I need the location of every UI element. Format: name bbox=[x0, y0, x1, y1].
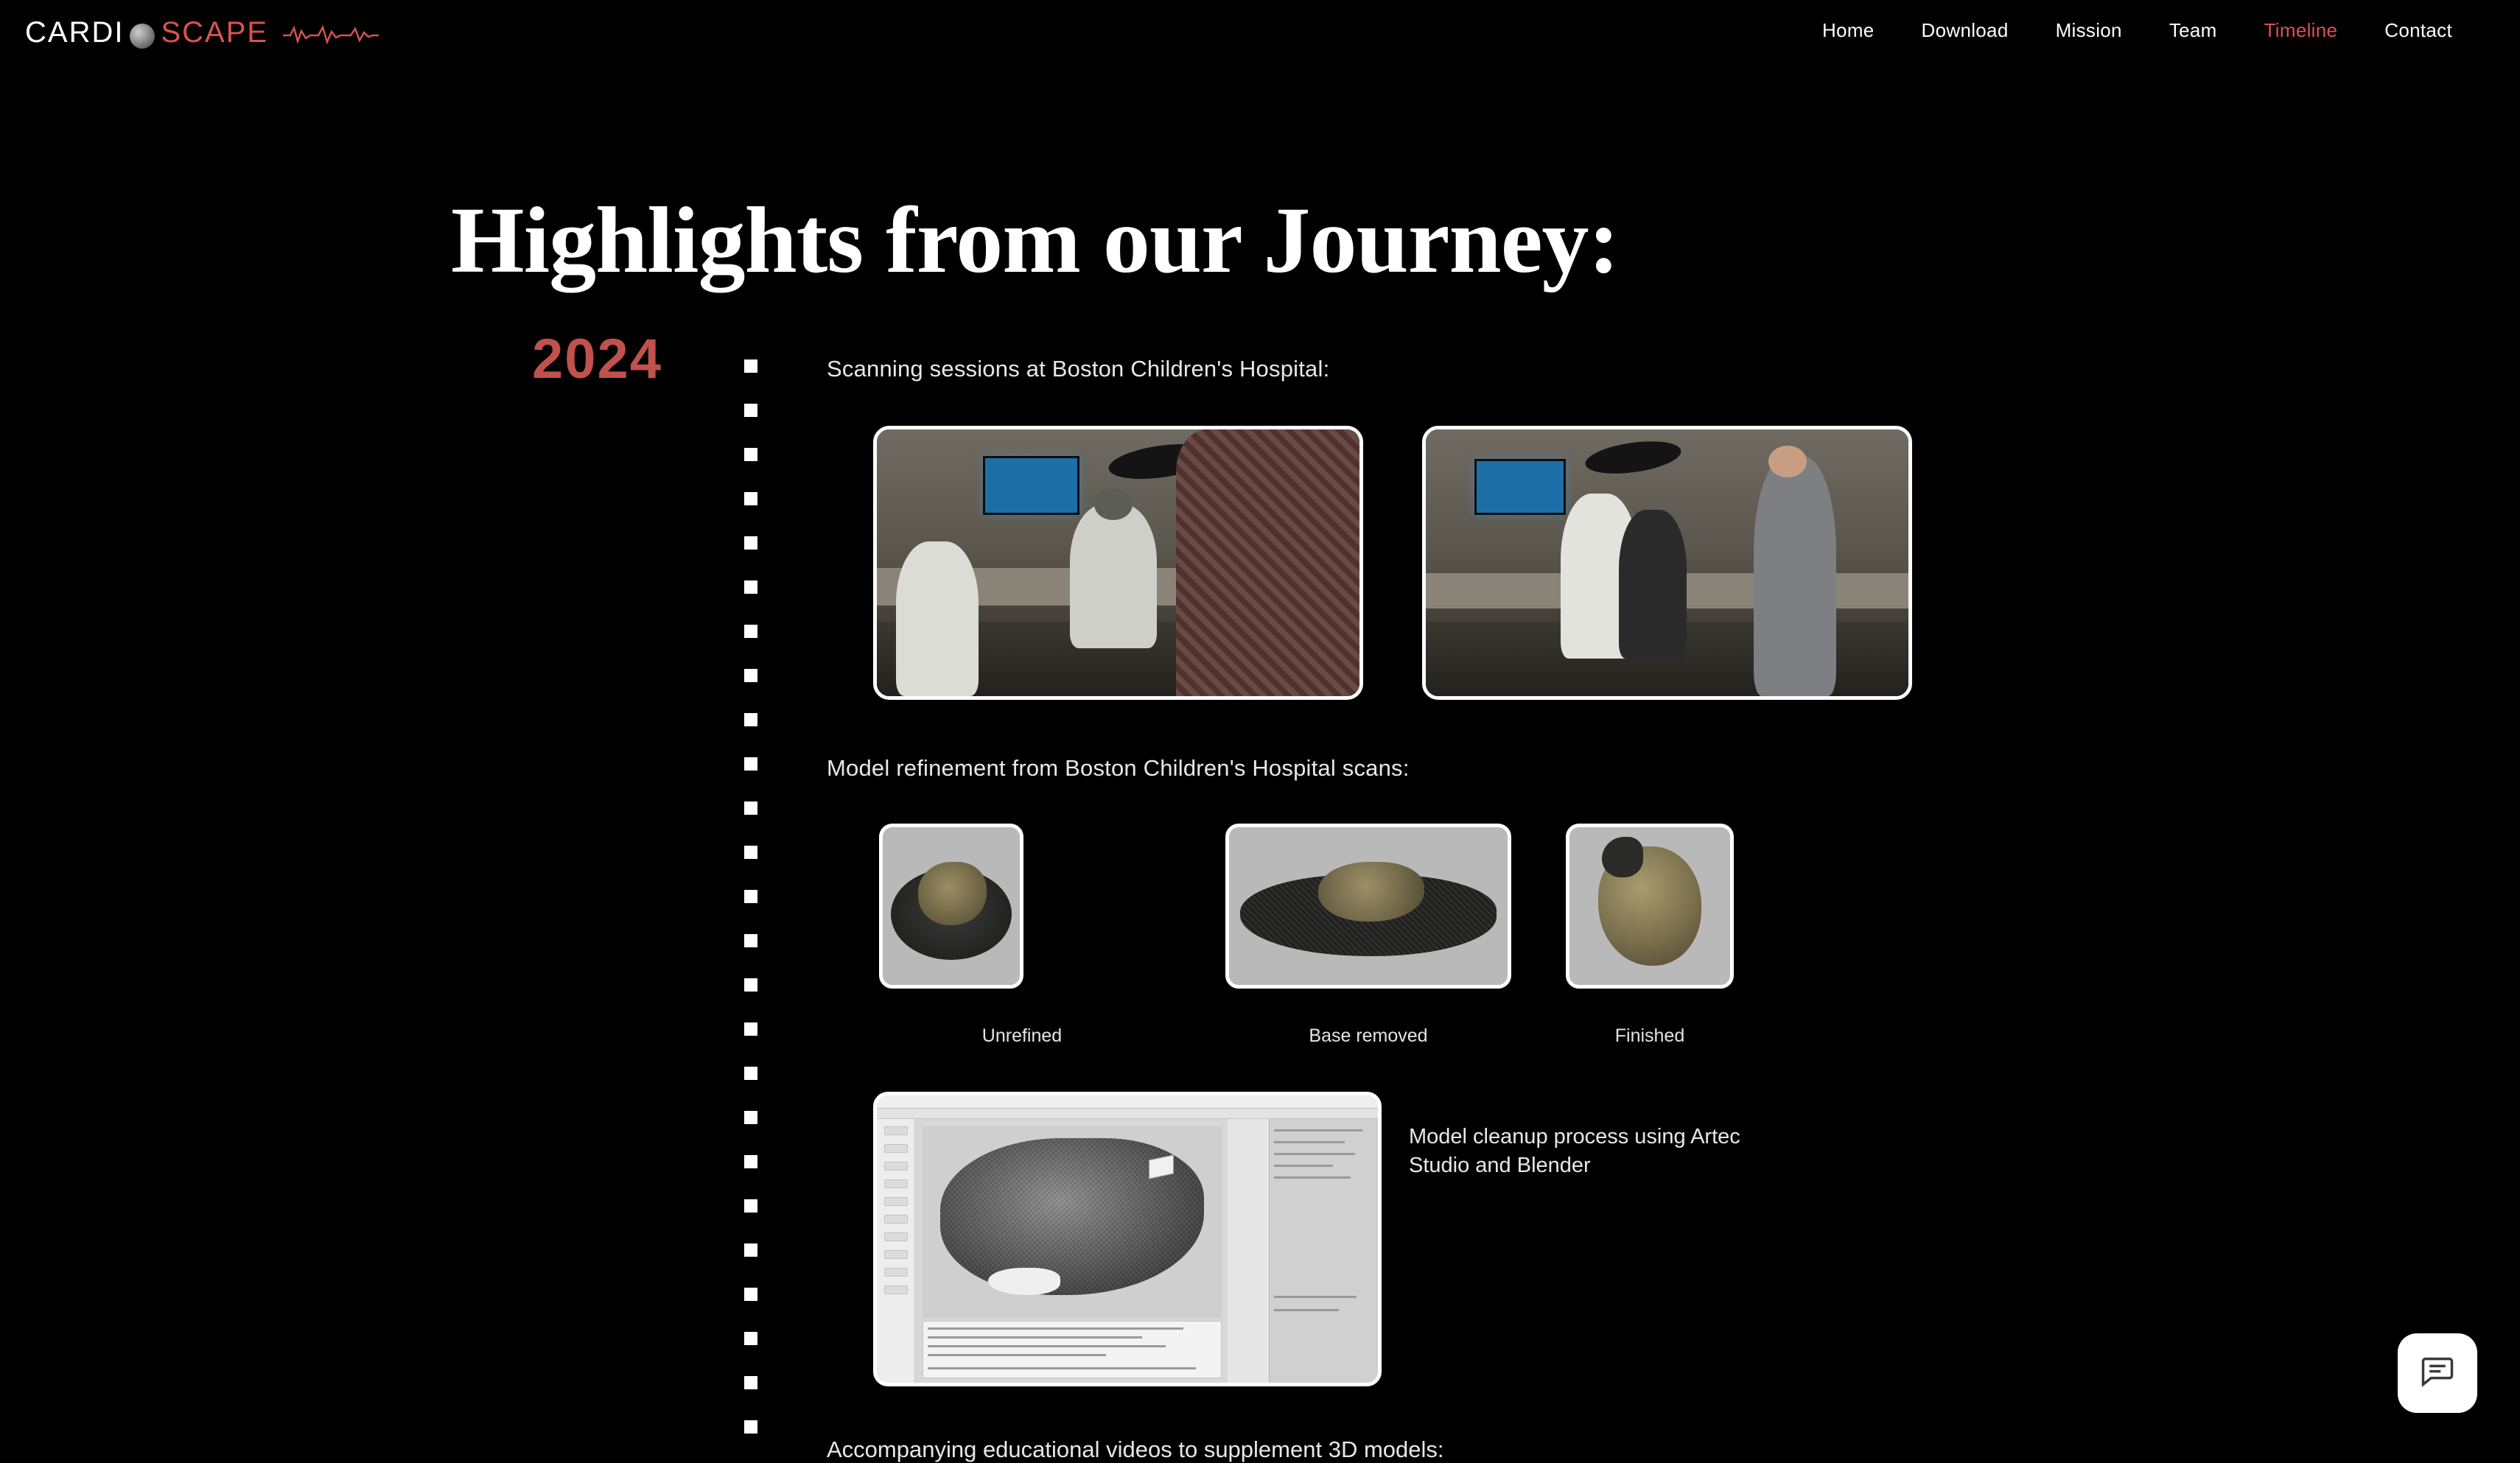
timeline-dotted-track bbox=[744, 359, 757, 1435]
person-head bbox=[1094, 488, 1133, 520]
brand-logo[interactable] bbox=[25, 16, 379, 49]
section-2-caption: Model refinement from Boston Children's Hospital scans: bbox=[827, 755, 1410, 782]
nav-item-team[interactable]: Team bbox=[2146, 19, 2241, 42]
timeline-dot bbox=[744, 1376, 757, 1389]
person-standing bbox=[1754, 456, 1835, 696]
brand-name-scape: SCAPE bbox=[161, 16, 268, 49]
mesh-hole bbox=[988, 1268, 1060, 1294]
tool-button bbox=[884, 1215, 908, 1224]
timeline-dot bbox=[744, 669, 757, 682]
hospital-scene-2 bbox=[1426, 429, 1908, 696]
section-4-caption-partial: Accompanying educational videos to supplement 3D models: bbox=[827, 1436, 1443, 1463]
timeline-dot bbox=[744, 1332, 757, 1345]
panel-row bbox=[1274, 1153, 1355, 1155]
timeline-dot bbox=[744, 934, 757, 947]
timeline-dot bbox=[744, 713, 757, 726]
timeline-dot bbox=[744, 757, 757, 771]
nav-item-download[interactable]: Download bbox=[1898, 19, 2032, 42]
panel-row bbox=[1274, 1141, 1345, 1143]
timeline-dot bbox=[744, 1288, 757, 1301]
timeline-dot bbox=[744, 448, 757, 461]
log-line bbox=[928, 1336, 1142, 1339]
timeline-dot bbox=[744, 801, 757, 815]
timeline-dot bbox=[744, 404, 757, 417]
timeline-dot bbox=[744, 890, 757, 903]
panel-row bbox=[1274, 1296, 1357, 1298]
nav-links bbox=[1799, 19, 2476, 42]
tool-button bbox=[884, 1126, 908, 1135]
model-thumb-base-removed[interactable] bbox=[1225, 824, 1511, 989]
nav-item-timeline[interactable]: Timeline bbox=[2241, 19, 2362, 42]
tool-button bbox=[884, 1232, 908, 1241]
tool-button bbox=[884, 1285, 908, 1294]
timeline-dot bbox=[744, 1243, 757, 1257]
heart-mesh bbox=[918, 862, 987, 925]
software-caption: Model cleanup process using Artec Studio and Blender bbox=[1409, 1123, 1777, 1180]
panel-row bbox=[1274, 1309, 1339, 1311]
timeline-dot bbox=[744, 1067, 757, 1080]
model-thumb-finished[interactable] bbox=[1566, 824, 1734, 989]
app-title-bar bbox=[877, 1095, 1378, 1109]
timeline-dot bbox=[744, 1111, 757, 1124]
timeline-dot bbox=[744, 978, 757, 992]
person-dark bbox=[1619, 510, 1687, 659]
nav-item-mission[interactable]: Mission bbox=[2032, 19, 2146, 42]
chat-bubble-icon bbox=[2418, 1353, 2457, 1394]
log-line bbox=[928, 1345, 1166, 1347]
tool-button bbox=[884, 1250, 908, 1259]
person-center bbox=[1070, 504, 1157, 648]
globe-icon bbox=[130, 24, 155, 49]
software-screenshot[interactable] bbox=[873, 1092, 1382, 1386]
timeline-dot bbox=[744, 492, 757, 505]
timeline-dot bbox=[744, 1199, 757, 1213]
right-inner-panel bbox=[1228, 1119, 1269, 1383]
page-title: Highlights from our Journey: bbox=[451, 189, 2146, 292]
scanning-photo-2[interactable] bbox=[1422, 426, 1912, 700]
tool-button bbox=[884, 1162, 908, 1171]
chat-bubble-button[interactable] bbox=[2398, 1333, 2477, 1413]
timeline-dot bbox=[744, 536, 757, 550]
timeline-year-label: 2024 bbox=[532, 327, 662, 391]
brand-name-cardio: CARDI bbox=[25, 16, 124, 49]
app-menu-bar bbox=[877, 1109, 1378, 1119]
timeline-dot bbox=[744, 1420, 757, 1434]
tool-button bbox=[884, 1144, 908, 1153]
timeline-dot bbox=[744, 580, 757, 594]
log-line bbox=[928, 1367, 1196, 1369]
wall-monitor bbox=[983, 456, 1079, 515]
section-1-caption: Scanning sessions at Boston Children's Hospital: bbox=[827, 356, 1329, 382]
person-right-plaid bbox=[1176, 429, 1363, 696]
panel-row bbox=[1274, 1165, 1333, 1167]
nav-item-home[interactable]: Home bbox=[1799, 19, 1898, 42]
model-label-finished: Finished bbox=[1566, 1025, 1734, 1047]
panel-row bbox=[1274, 1129, 1362, 1132]
timeline-dot bbox=[744, 359, 757, 373]
hospital-scene-1 bbox=[877, 429, 1359, 696]
ekg-line-icon bbox=[283, 24, 379, 48]
scanning-photo-1[interactable] bbox=[873, 426, 1363, 700]
wall-monitor bbox=[1474, 459, 1566, 515]
tool-button bbox=[884, 1268, 908, 1277]
properties-panel bbox=[1269, 1119, 1378, 1383]
model-thumb-unrefined[interactable] bbox=[879, 824, 1023, 989]
model-label-unrefined: Unrefined bbox=[879, 1025, 1165, 1047]
top-navigation-bar bbox=[0, 0, 2520, 74]
person-left bbox=[896, 541, 978, 696]
panel-row bbox=[1274, 1176, 1351, 1179]
tool-button bbox=[884, 1179, 908, 1188]
timeline-dot bbox=[744, 625, 757, 638]
tool-button bbox=[884, 1197, 908, 1206]
left-toolbar bbox=[877, 1119, 915, 1383]
nav-item-contact[interactable]: Contact bbox=[2361, 19, 2476, 42]
timeline-dot bbox=[744, 1155, 757, 1168]
timeline-dot bbox=[744, 1022, 757, 1036]
log-line bbox=[928, 1354, 1106, 1356]
overhead-lamp bbox=[1583, 436, 1683, 479]
3d-viewport[interactable] bbox=[923, 1126, 1222, 1318]
model-label-base-removed: Base removed bbox=[1225, 1025, 1511, 1047]
vessel-stub bbox=[1602, 837, 1644, 878]
log-console bbox=[923, 1321, 1222, 1378]
heart-mesh bbox=[1318, 862, 1424, 922]
timeline-dot bbox=[744, 846, 757, 859]
log-line bbox=[928, 1327, 1183, 1330]
